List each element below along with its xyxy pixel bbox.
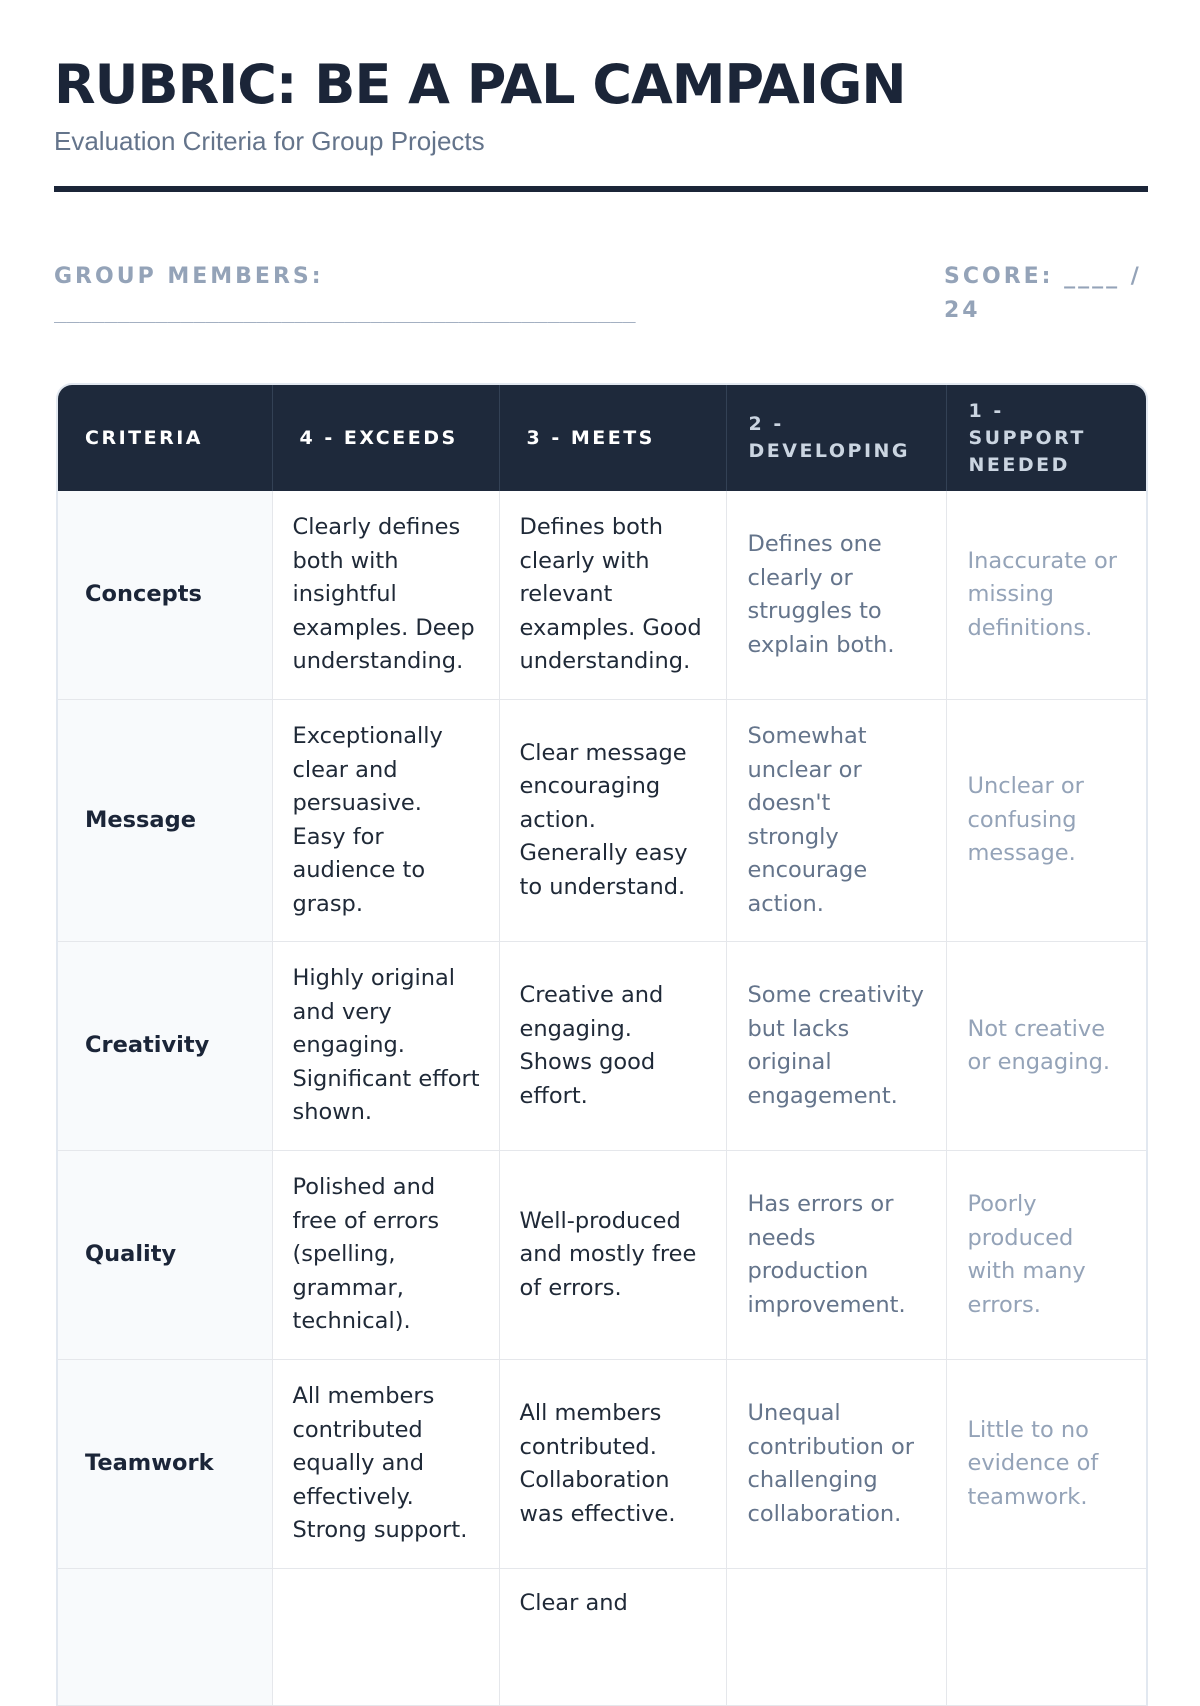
meets-cell: Defines both clearly with relevant examples. Good understanding.	[499, 491, 726, 700]
page-subtitle: Evaluation Criteria for Group Projects	[54, 126, 485, 156]
developing-cell: Unequal contribution or challenging collaboration.	[726, 1360, 946, 1569]
developing-cell	[726, 1569, 946, 1706]
exceeds-cell: Highly original and very engaging. Significant effort shown.	[272, 942, 499, 1151]
table-row	[58, 942, 1146, 1151]
meets-cell: Well-produced and mostly free of errors.	[499, 1151, 726, 1360]
exceeds-cell: Exceptionally clear and persuasive. Easy for audience to grasp.	[272, 700, 499, 942]
table-row	[58, 1360, 1146, 1569]
table-row	[58, 1569, 1146, 1706]
support-cell	[946, 1569, 1146, 1706]
score-field: SCORE: ____ / 24	[944, 264, 1142, 323]
criteria-cell: Teamwork	[58, 1360, 272, 1569]
criteria-cell	[58, 1569, 272, 1706]
criteria-cell: Concepts	[58, 491, 272, 700]
support-cell: Unclear or confusing message.	[946, 700, 1146, 942]
support-cell: Little to no evidence of teamwork.	[946, 1360, 1146, 1569]
developing-cell: Defines one clearly or struggles to explain both.	[726, 491, 946, 700]
rubric-table-container	[56, 383, 1148, 1706]
page-title: RUBRIC: BE A PAL CAMPAIGN	[54, 53, 906, 116]
developing-cell: Somewhat unclear or doesn't strongly encourage action.	[726, 700, 946, 942]
exceeds-cell: Clearly defines both with insightful examples. Deep understanding.	[272, 491, 499, 700]
group-members-field	[54, 260, 636, 328]
meets-cell: Clear and	[499, 1569, 726, 1706]
header-developing: 2 - DEVELOPING	[726, 385, 946, 491]
criteria-cell: Quality	[58, 1151, 272, 1360]
header-support-needed: 1 - SUPPORT NEEDED	[946, 385, 1146, 491]
exceeds-cell: Polished and free of errors (spelling, grammar, technical).	[272, 1151, 499, 1360]
meets-cell: All members contributed. Collaboration was effective.	[499, 1360, 726, 1569]
support-cell: Inaccurate or missing definitions.	[946, 491, 1146, 700]
support-cell: Not creative or engaging.	[946, 942, 1146, 1151]
exceeds-cell	[272, 1569, 499, 1706]
support-cell: Poorly produced with many errors.	[946, 1151, 1146, 1360]
header-exceeds: 4 - EXCEEDS	[272, 385, 499, 491]
group-members-label: GROUP MEMBERS:	[54, 264, 324, 289]
table-row	[58, 1151, 1146, 1360]
title-divider	[54, 186, 1148, 192]
table-row	[58, 491, 1146, 700]
header-meets: 3 - MEETS	[499, 385, 726, 491]
rubric-table	[58, 385, 1146, 1706]
table-row	[58, 700, 1146, 942]
exceeds-cell: All members contributed equally and effectively. Strong support.	[272, 1360, 499, 1569]
group-members-line: ______________________________________________	[54, 299, 636, 323]
header-criteria: CRITERIA	[58, 385, 272, 491]
developing-cell: Has errors or needs production improvement.	[726, 1151, 946, 1360]
developing-cell: Some creativity but lacks original engagement.	[726, 942, 946, 1151]
meets-cell: Creative and engaging. Shows good effort.	[499, 942, 726, 1151]
meets-cell: Clear message encouraging action. Generally easy to understand.	[499, 700, 726, 942]
table-header-row	[58, 385, 1146, 491]
criteria-cell: Creativity	[58, 942, 272, 1151]
criteria-cell: Message	[58, 700, 272, 942]
